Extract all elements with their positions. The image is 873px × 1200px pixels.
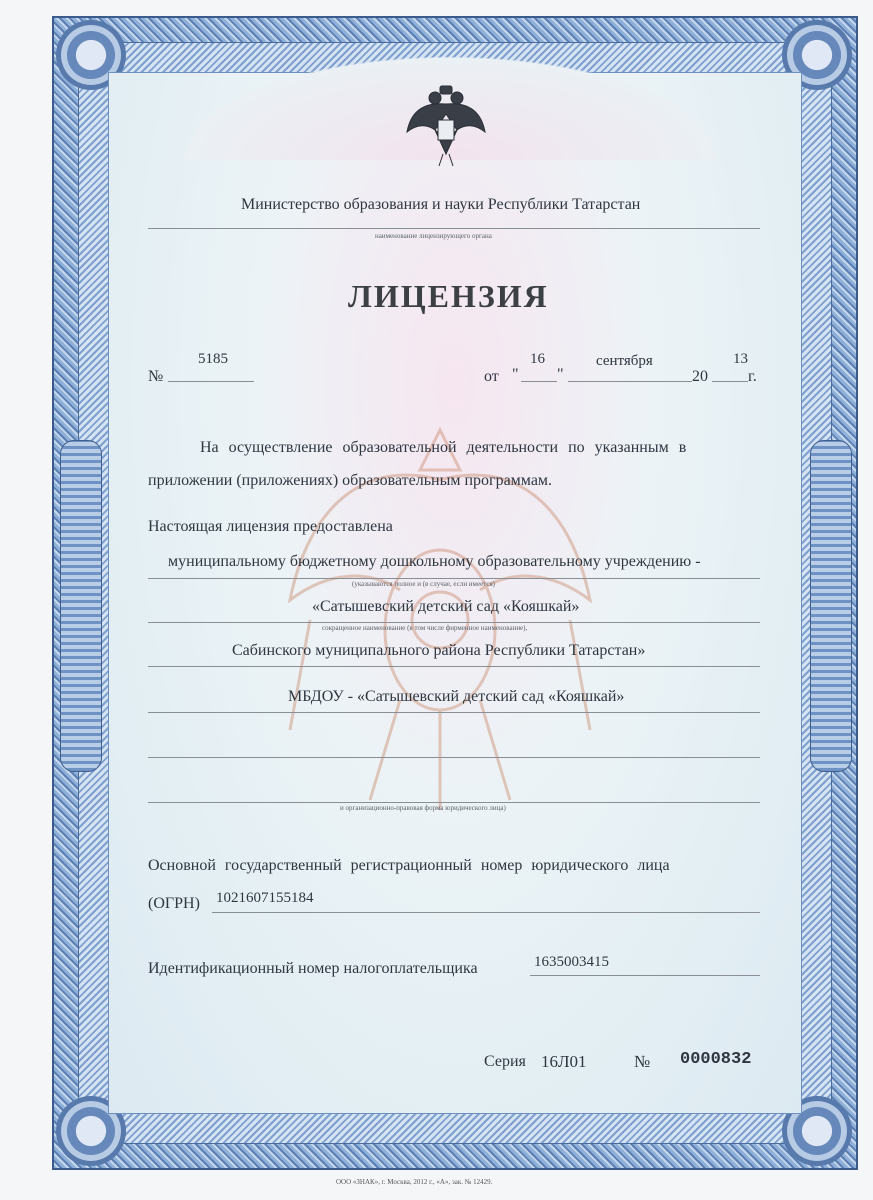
caption-legal-form: и организационно-правовая форма юридического лица) xyxy=(340,804,506,812)
year-underline xyxy=(712,381,748,382)
org-underline-1 xyxy=(148,578,760,579)
inn-value: 1635003415 xyxy=(534,954,609,970)
authority-caption: наименование лицензирующего органа xyxy=(375,232,492,240)
caption-short-name: сокращенное наименование (в том числе фирменное наименование), xyxy=(322,624,528,632)
caption-full-name: (указываются полное и (в случае, если имеется) xyxy=(352,580,496,588)
side-ornament-right xyxy=(810,440,852,772)
inn-underline xyxy=(530,975,760,976)
org-underline-6 xyxy=(148,802,760,803)
number-label: № xyxy=(148,368,164,385)
side-ornament-left xyxy=(60,440,102,772)
org-full-name-line-2: «Сатышевский детский сад «Кояшкай» xyxy=(312,598,580,615)
org-full-name-line-3: Сабинского муниципального района Республики Татарстан» xyxy=(232,642,646,659)
date-quote-open: " xyxy=(512,366,519,383)
blank-number: 0000832 xyxy=(680,1050,752,1069)
day-underline xyxy=(521,381,557,382)
org-underline-4 xyxy=(148,712,760,713)
ogrn-value: 1021607155184 xyxy=(216,890,314,906)
org-underline-3 xyxy=(148,666,760,667)
licensing-authority: Министерство образования и науки Республики Татарстан xyxy=(241,196,641,213)
org-underline-5 xyxy=(148,757,760,758)
coat-of-arms-icon xyxy=(405,84,487,168)
authority-underline xyxy=(148,228,760,229)
date-from-label: от xyxy=(484,368,499,385)
month-underline xyxy=(568,381,692,382)
org-full-name-line-1: муниципальному бюджетному дошкольному образовательному учреждению - xyxy=(168,553,701,570)
date-month: сентября xyxy=(596,353,653,369)
org-short-name: МБДОУ - «Сатышевский детский сад «Кояшкай» xyxy=(288,688,625,705)
ogrn-underline xyxy=(212,912,760,913)
license-number: 5185 xyxy=(198,351,228,367)
date-day: 16 xyxy=(530,351,545,367)
series-value: 16Л01 xyxy=(541,1052,587,1071)
printer-imprint: ООО «ЗНАК», г. Москва, 2012 г., «А», зак. № 12429. xyxy=(336,1178,493,1186)
series-label: Серия xyxy=(484,1053,526,1070)
document-title: ЛИЦЕНЗИЯ xyxy=(348,278,549,314)
purpose-line-1: На осуществление образовательной деятельности по указанным в xyxy=(200,439,687,456)
granted-label: Настоящая лицензия предоставлена xyxy=(148,518,393,535)
date-quote-close: " xyxy=(557,366,564,383)
org-underline-2 xyxy=(148,622,760,623)
year-suffix: 13 xyxy=(733,351,748,367)
ogrn-label-line-1: Основной государственный регистрационный номер юридического лица xyxy=(148,857,670,874)
year-prefix: 20 xyxy=(692,368,708,385)
year-label: г. xyxy=(748,368,757,385)
blank-number-label: № xyxy=(634,1052,651,1071)
inn-label: Идентификационный номер налогоплательщика xyxy=(148,960,478,977)
purpose-line-2: приложении (приложениях) образовательным программам. xyxy=(148,472,553,489)
ogrn-label-line-2: (ОГРН) xyxy=(148,895,200,912)
number-underline xyxy=(168,381,254,382)
